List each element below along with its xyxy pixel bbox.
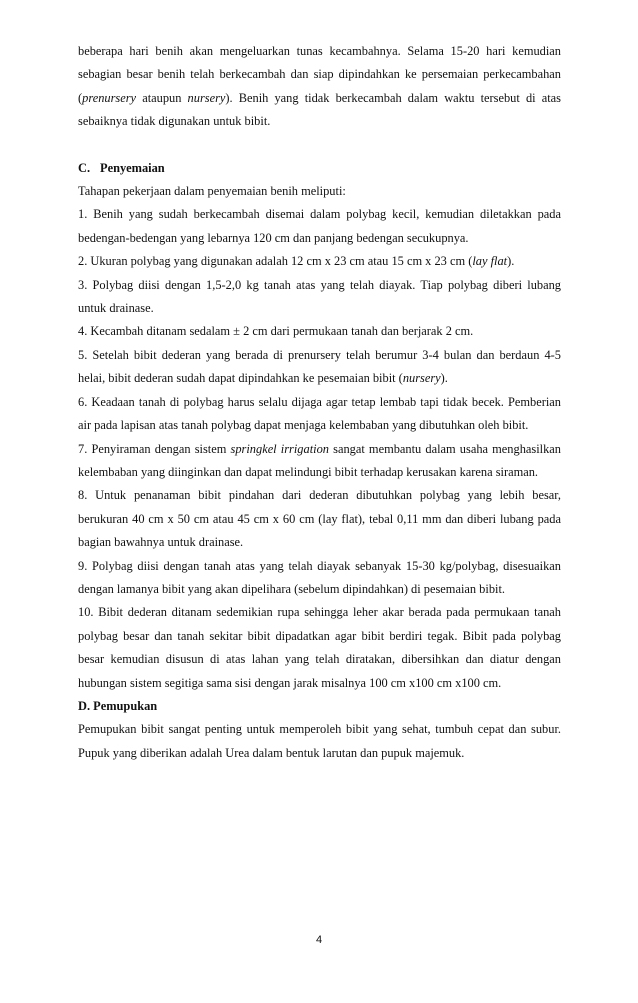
list-item-5: 5. Setelah bibit dederan yang berada di prenursery telah berumur 3-4 bulan dan berdaun 4-5 helai, bibit dederan sudah dapat dipindahkan ke pesemaian bibit (nursery). [78,347,561,386]
list-item-7: 7. Penyiraman dengan sistem springkel irrigation sangat membantu dalam usaha menghasilkan kelembaban yang diinginkan dan dapat melindungi bibit terhadap kerusakan karena siraman. [78,441,561,479]
list-item-10: 10. Bibit dederan ditanam sedemikian rupa sehingga leher akar berada pada permukaan tanah polybag besar dan tanah sekitar bibit dipadatkan agar bibit berdiri tegak. Bibit pada polybag besar kemudian disusun di atas lahan yang telah diratakan, dibersihkan dan diatur dengan hubungan sistem segitiga sama sisi dengan jarak misalnya 100 cm x100 cm x100 cm. [78,605,561,690]
section-c-lead: Tahapan pekerjaan dalam penyemaian benih meliputi: [78,184,346,199]
list-item-2: 2. Ukuran polybag yang digunakan adalah 12 cm x 23 cm atau 15 cm x 23 cm (lay flat). [78,254,515,269]
intro-paragraph: beberapa hari benih akan mengeluarkan tunas kecambahnya. Selama 15-20 hari kemudian sebagian besar benih telah berkecambah dan siap dipindahkan ke persemaian perkecambahan (prenursery ataupun nursery). Benih yang tidak berkecambah dalam waktu tersebut di atas sebaiknya tidak digunakan untuk bibit. [78,44,561,129]
intro-italic-prenursery: prenursery [82,90,137,105]
list-item-4: 4. Kecambah ditanam sedalam ± 2 cm dari permukaan tanah dan berjarak 2 cm. [78,324,474,339]
list-item-6: 6. Keadaan tanah di polybag harus selalu dijaga agar tetap lembab tapi tidak becek. Pemberian air pada lapisan atas tanah polybag dapat menjaga kelembaban yang dibutuhkan oleh bibit. [78,394,561,433]
list-item-1: 1. Benih yang sudah berkecambah disemai dalam polybag kecil, kemudian diletakkan pada bedengan-bedengan yang lebarnya 120 cm dan panjang bedengan secukupnya. [78,207,561,245]
list-item-8: 8. Untuk penanaman bibit pindahan dari dederan dibutuhkan polybag yang lebih besar, berukuran 40 cm x 50 cm atau 45 cm x 60 cm (lay flat), tebal 0,11 mm dan diberi lubang pada bagian bawahnya untuk drainase. [78,488,561,550]
section-d-heading: D. Pemupukan [78,698,158,713]
intro-italic-nursery: nursery [187,90,226,105]
list-item-3: 3. Polybag diisi dengan 1,5-2,0 kg tanah atas yang telah diayak. Tiap polybag diberi lubang untuk drainase. [78,277,561,316]
section-c-heading [78,157,561,180]
spacer [78,134,561,157]
list-item-9: 9. Polybag diisi dengan tanah atas yang telah diayak sebanyak 15-30 kg/polybag, disesuaikan dengan lamanya bibit yang akan dipelihara (sebelum dipindahkan) di pesemaian bibit. [78,558,561,596]
page-number: 4 [315,934,323,946]
page-content [78,40,561,765]
section-c-title: Penyemaian [100,160,165,175]
section-c-letter: C. [78,160,91,175]
section-d-paragraph: Pemupukan bibit sangat penting untuk memperoleh bibit yang sehat, tumbuh cepat dan subur. Pupuk yang diberikan adalah Urea dalam bentuk larutan dan pupuk majemuk. [78,722,561,760]
